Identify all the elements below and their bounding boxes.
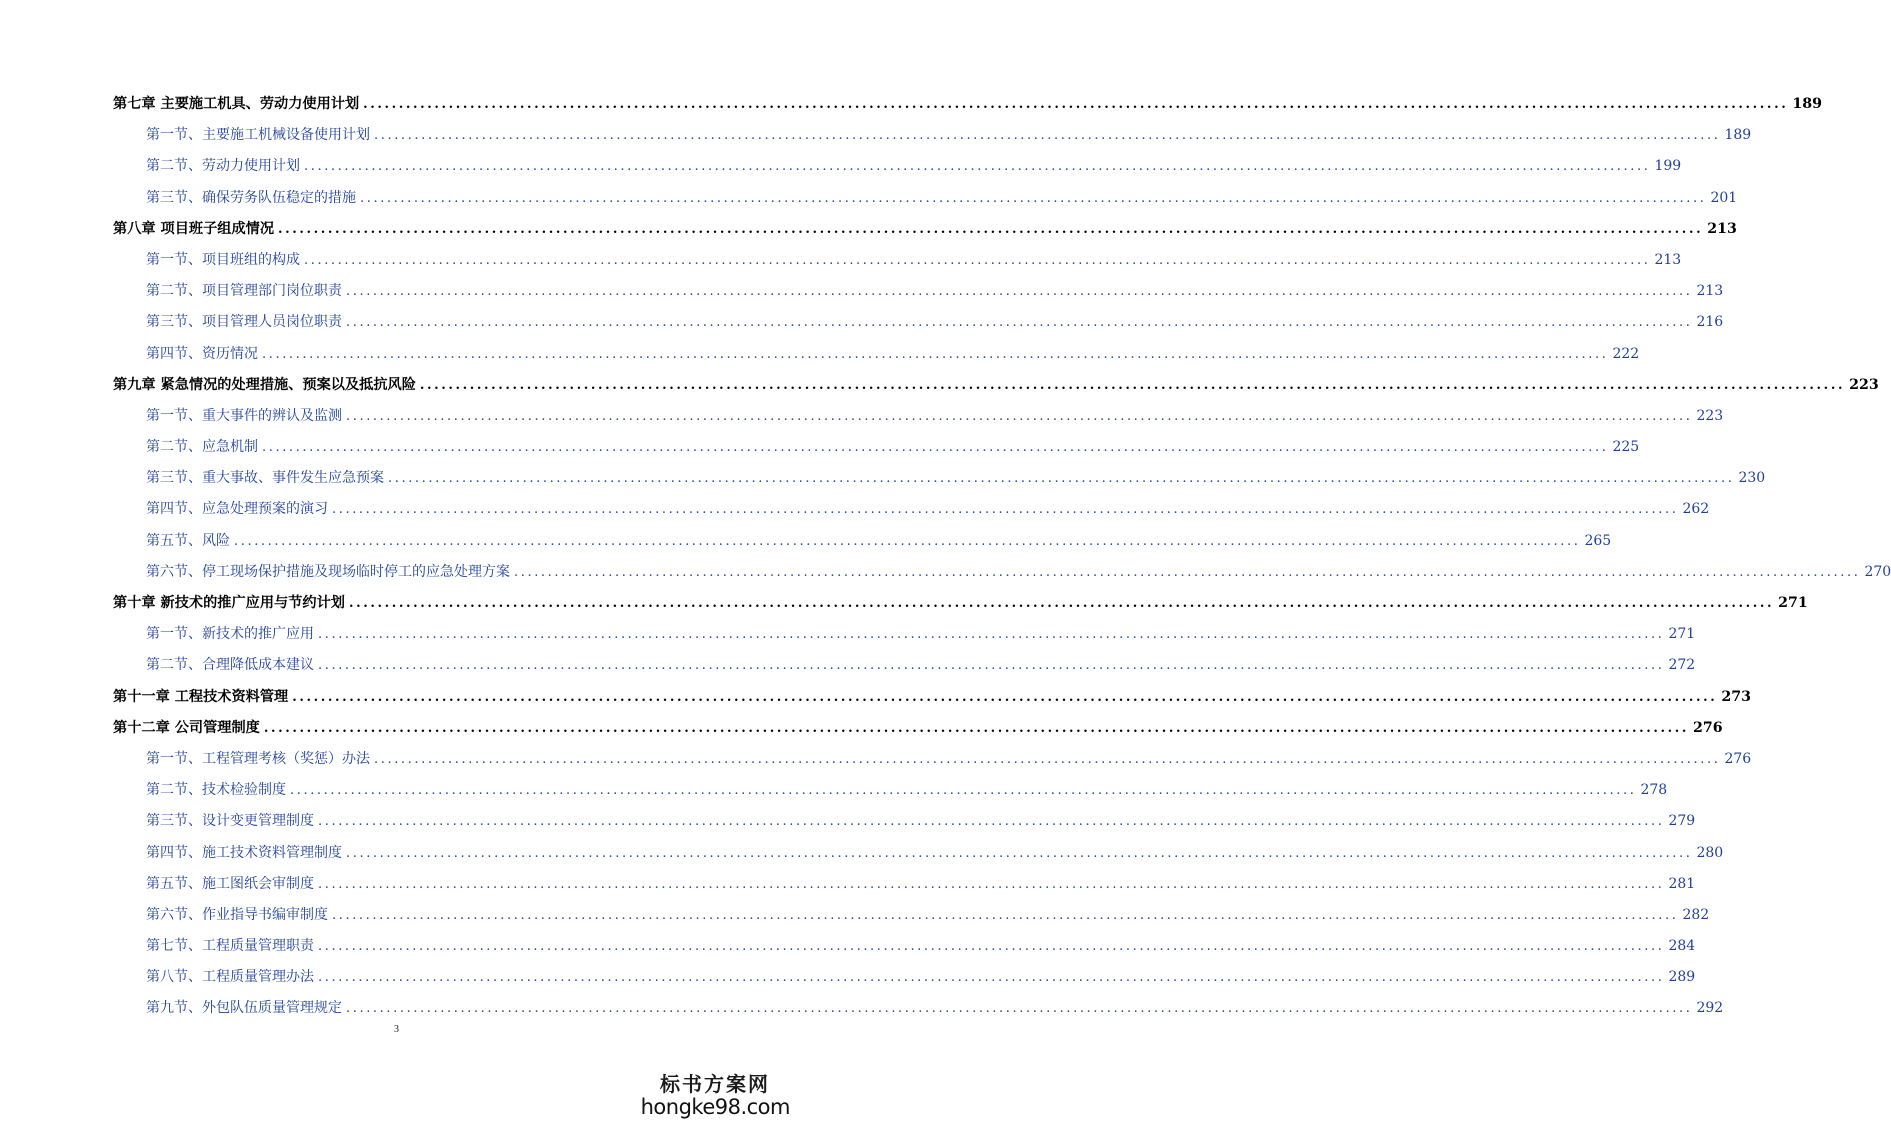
toc-dot-leader: ........................................................................................................................................................................................................ [318,627,1665,643]
toc-entry-page: 270 [1864,563,1891,580]
toc-dot-leader: ........................................................................................................................................................................................................ [262,440,1609,456]
toc-section-entry[interactable] [0,339,1640,370]
toc-section-entry[interactable] [0,463,1766,494]
toc-entry-page: 281 [1668,875,1696,892]
toc-entry-page: 230 [1738,470,1766,487]
watermark-site-name: 标书方案网 [660,1072,770,1096]
toc-entry-title: 第二节、技术检验制度 [146,782,286,799]
toc-entry-title: 第七节、工程质量管理职责 [146,938,314,955]
toc-section-entry[interactable] [0,494,1710,525]
toc-section-entry[interactable] [0,307,1724,338]
toc-entry-title: 第一节、重大事件的辨认及监测 [146,407,342,424]
toc-entry-title: 第六节、停工现场保护措施及现场临时停工的应急处理方案 [146,563,510,580]
toc-entry-title: 第四节、施工技术资料管理制度 [146,844,342,861]
toc-entry-page: 292 [1696,1000,1724,1017]
toc-dot-leader: ........................................................................................................................................................................................................ [363,97,1789,112]
toc-section-entry[interactable] [0,869,1696,900]
toc-dot-leader: ........................................................................................................................................................................................................ [318,876,1665,892]
toc-entry-page: 213 [1654,251,1682,268]
toc-entry-title: 第八节、工程质量管理办法 [146,969,314,986]
toc-entry-page: 271 [1778,595,1808,611]
toc-dot-leader: ........................................................................................................................................................................................................ [318,658,1665,674]
toc-dot-leader: ........................................................................................................................................................................................................ [318,970,1665,986]
toc-dot-leader: ........................................................................................................................................................................................................ [360,190,1707,206]
toc-section-entry[interactable] [0,526,1612,557]
toc-chapter-entry[interactable] [0,588,1808,619]
toc-entry-page: 279 [1668,813,1696,830]
toc-entry-page: 276 [1724,750,1752,767]
toc-section-entry[interactable] [0,120,1752,151]
toc-section-entry[interactable] [0,432,1640,463]
toc-entry-title: 第三节、设计变更管理制度 [146,813,314,830]
toc-section-entry[interactable] [0,993,1724,1024]
toc-entry-title: 第九节、外包队伍质量管理规定 [146,1000,342,1017]
table-of-contents [0,89,1891,1025]
toc-entry-page: 225 [1612,439,1640,456]
toc-entry-page: 213 [1707,220,1737,237]
toc-entry-page: 199 [1654,158,1682,175]
toc-section-entry[interactable] [0,900,1710,931]
toc-section-entry[interactable] [0,806,1696,837]
toc-entry-page: 265 [1584,532,1612,549]
toc-entry-page: 273 [1721,688,1752,705]
toc-entry-page: 284 [1668,938,1696,955]
toc-entry-title: 第七章 主要施工机具、劳动力使用计划 [113,96,360,112]
toc-section-entry[interactable] [0,838,1724,869]
toc-dot-leader: ........................................................................................................................................................................................................ [318,939,1665,955]
toc-entry-title: 第一节、新技术的推广应用 [146,626,314,643]
toc-dot-leader: ........................................................................................................................................................................................................ [388,471,1735,487]
toc-chapter-entry[interactable] [0,713,1723,744]
toc-section-entry[interactable] [0,619,1696,650]
toc-dot-leader: ........................................................................................................................................................................................................ [304,159,1651,175]
toc-section-entry[interactable] [0,744,1752,775]
toc-dot-leader: ........................................................................................................................................................................................................ [278,221,1704,237]
toc-dot-leader: ........................................................................................................................................................................................................ [346,1001,1693,1017]
toc-entry-page: 189 [1724,127,1752,144]
toc-chapter-entry[interactable] [0,214,1737,245]
toc-section-entry[interactable] [0,775,1668,806]
toc-entry-page: 272 [1668,657,1696,674]
toc-dot-leader: ........................................................................................................................................................................................................ [346,845,1693,861]
toc-section-entry[interactable] [0,931,1696,962]
toc-section-entry[interactable] [0,962,1696,993]
toc-entry-title: 第十章 新技术的推广应用与节约计划 [113,595,345,611]
toc-entry-page: 276 [1693,719,1723,736]
toc-entry-page: 223 [1696,407,1724,424]
toc-entry-title: 第二节、应急机制 [146,439,258,456]
toc-dot-leader: ........................................................................................................................................................................................................ [346,315,1693,331]
toc-section-entry[interactable] [0,650,1696,681]
toc-dot-leader: ........................................................................................................................................................................................................ [234,533,1581,549]
toc-entry-title: 第三节、项目管理人员岗位职责 [146,314,342,331]
toc-entry-page: 213 [1696,283,1724,300]
toc-entry-title: 第四节、应急处理预案的演习 [146,501,328,518]
toc-dot-leader: ........................................................................................................................................................................................................ [332,907,1679,923]
toc-entry-title: 第四节、资历情况 [146,345,258,362]
toc-section-entry[interactable] [0,276,1724,307]
toc-section-entry[interactable] [0,401,1724,432]
toc-entry-page: 189 [1792,96,1822,112]
toc-entry-title: 第二节、合理降低成本建议 [146,657,314,674]
toc-chapter-entry[interactable] [0,89,1822,120]
toc-dot-leader: ........................................................................................................................................................................................................ [263,720,1690,736]
toc-entry-page: 216 [1696,314,1724,331]
toc-entry-page: 222 [1612,345,1640,362]
toc-dot-leader: ........................................................................................................................................................................................................ [374,128,1721,144]
toc-entry-page: 289 [1668,969,1696,986]
toc-dot-leader: ........................................................................................................................................................................................................ [262,346,1609,362]
toc-dot-leader: ........................................................................................................................................................................................................ [514,564,1861,580]
toc-entry-title: 第二节、项目管理部门岗位职责 [146,283,342,300]
toc-entry-title: 第三节、确保劳务队伍稳定的措施 [146,189,356,206]
toc-dot-leader: ........................................................................................................................................................................................................ [304,252,1651,268]
toc-entry-page: 262 [1682,501,1710,518]
toc-section-entry[interactable] [0,183,1738,214]
toc-dot-leader: ........................................................................................................................................................................................................ [332,502,1679,518]
toc-entry-page: 282 [1682,906,1710,923]
toc-entry-title: 第十二章 公司管理制度 [113,719,260,736]
toc-entry-title: 第八章 项目班子组成情况 [113,220,275,237]
toc-entry-title: 第一节、项目班组的构成 [146,251,300,268]
toc-entry-title: 第一节、主要施工机械设备使用计划 [146,127,370,144]
toc-dot-leader: ........................................................................................................................................................................................................ [290,783,1637,799]
toc-entry-page: 271 [1668,626,1696,643]
watermark [640,1068,790,1119]
watermark-url: hongke98.com [640,1095,790,1119]
toc-entry-title: 第五节、风险 [146,532,230,549]
toc-entry-page: 278 [1640,782,1668,799]
toc-chapter-entry[interactable] [0,682,1752,713]
toc-dot-leader: ........................................................................................................................................................................................................ [346,284,1693,300]
page-number: 3 [394,1024,399,1035]
toc-dot-leader: ........................................................................................................................................................................................................ [318,814,1665,830]
toc-dot-leader: ........................................................................................................................................................................................................ [346,408,1693,424]
toc-entry-title: 第一节、工程管理考核（奖惩）办法 [146,750,370,767]
toc-section-entry[interactable] [0,557,1891,588]
toc-section-entry[interactable] [0,245,1682,276]
toc-entry-page: 280 [1696,844,1724,861]
toc-entry-title: 第九章 紧急情况的处理措施、预案以及抵抗风险 [113,376,416,393]
toc-entry-page: 223 [1849,376,1879,393]
toc-entry-title: 第二节、劳动力使用计划 [146,158,300,175]
toc-section-entry[interactable] [0,151,1682,182]
toc-dot-leader: ........................................................................................................................................................................................................ [348,596,1775,611]
toc-entry-page: 201 [1710,189,1738,206]
toc-chapter-entry[interactable] [0,370,1879,401]
toc-entry-title: 第六节、作业指导书编审制度 [146,906,328,923]
toc-dot-leader: ........................................................................................................................................................................................................ [292,689,1718,705]
toc-dot-leader: ........................................................................................................................................................................................................ [419,377,1846,393]
toc-dot-leader: ........................................................................................................................................................................................................ [374,751,1721,767]
toc-entry-title: 第三节、重大事故、事件发生应急预案 [146,470,384,487]
toc-entry-title: 第五节、施工图纸会审制度 [146,875,314,892]
toc-entry-title: 第十一章 工程技术资料管理 [113,688,289,705]
